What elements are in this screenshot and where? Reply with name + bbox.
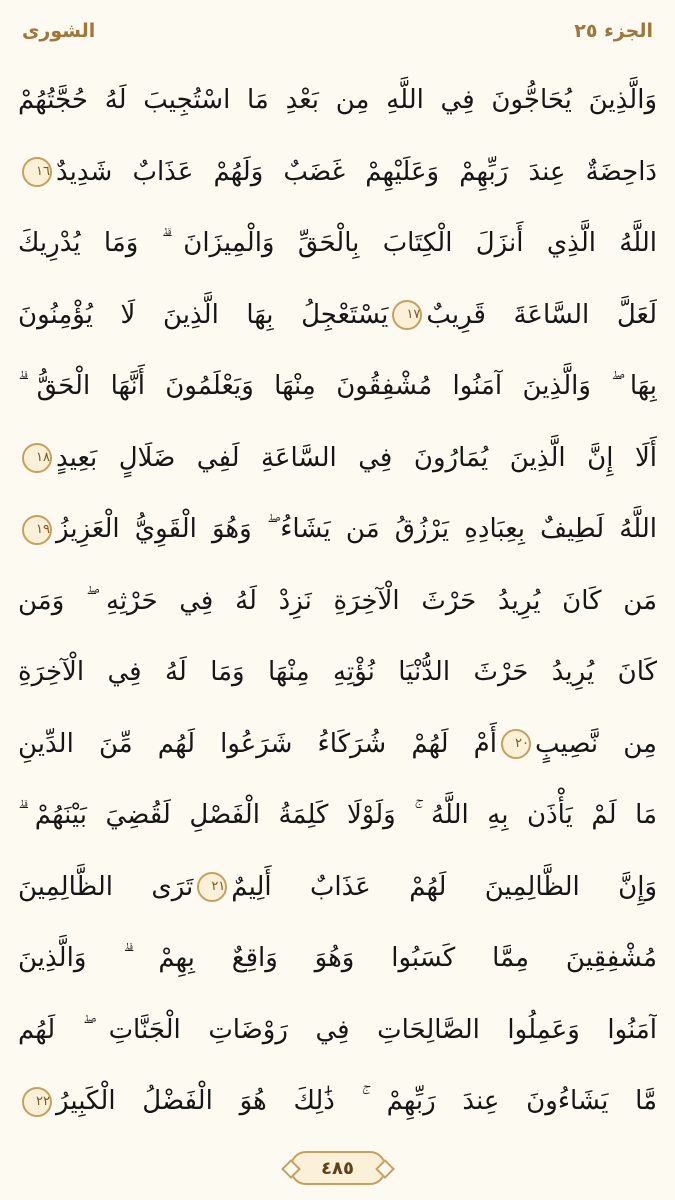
- text-line: [18, 70, 657, 130]
- page-header: [22, 14, 653, 48]
- text-line: [18, 642, 657, 702]
- text-line: [18, 1071, 657, 1131]
- verse-text: مَن كَانَ يُرِيدُ حَرْثَ الْآخِرَةِ نَزِدْ لَهُ فِي حَرْثِهِ ۖ وَمَن: [18, 585, 657, 616]
- text-line: [18, 571, 657, 631]
- juz-label: الجزء ٢٥: [574, 20, 653, 42]
- surah-name: الشورى: [22, 20, 96, 42]
- text-line: [18, 785, 657, 845]
- text-line: [18, 142, 657, 202]
- text-line: [18, 428, 657, 488]
- text-line: [18, 499, 657, 559]
- verse-text: مِن نَّصِيبٍ: [534, 728, 657, 759]
- verse-text: لَعَلَّ السَّاعَةَ قَرِيبٌ: [426, 299, 657, 330]
- verse-text: آمَنُوا وَعَمِلُوا الصَّالِحَاتِ فِي رَوْضَاتِ الْجَنَّاتِ ۖ لَهُم: [18, 1014, 657, 1045]
- verse-text: اللَّهُ لَطِيفٌ بِعِبَادِهِ يَرْزُقُ مَن يَشَاءُ ۖ وَهُوَ الْقَوِيُّ الْعَزِيزُ: [56, 514, 657, 544]
- ayah-number-marker: ١٩: [22, 515, 52, 545]
- text-line: [18, 714, 657, 774]
- verse-text: تَرَى الظَّالِمِينَ: [18, 871, 194, 902]
- text-line: [18, 213, 657, 273]
- ayah-number-marker: ٢١: [197, 872, 227, 902]
- verse-text: بِهَا ۖ وَالَّذِينَ آمَنُوا مُشْفِقُونَ مِنْهَا وَيَعْلَمُونَ أَنَّهَا الْحَقُّ ۗ: [18, 371, 657, 401]
- page-number-badge: [290, 1151, 386, 1185]
- verse-text: وَالَّذِينَ يُحَاجُّونَ فِي اللَّهِ مِن بَعْدِ مَا اسْتُجِيبَ لَهُ حُجَّتُهُمْ: [18, 85, 657, 115]
- verse-text: دَاحِضَةٌ عِندَ رَبِّهِمْ وَعَلَيْهِمْ غَضَبٌ وَلَهُمْ عَذَابٌ شَدِيدٌ: [56, 156, 657, 187]
- ayah-number-marker: ١٦: [22, 157, 52, 187]
- ayah-number-marker: ٢٢: [22, 1087, 52, 1117]
- verse-text: مَّا يَشَاءُونَ عِندَ رَبِّهِمْ ۚ ذَٰلِكَ هُوَ الْفَضْلُ الْكَبِيرُ: [56, 1086, 657, 1116]
- verse-text: يَسْتَعْجِلُ بِهَا الَّذِينَ لَا يُؤْمِنُونَ: [18, 299, 389, 330]
- text-line: [18, 928, 657, 988]
- ayah-number-marker: ١٨: [22, 443, 52, 473]
- text-line: [18, 1000, 657, 1060]
- verse-text: أَلَا إِنَّ الَّذِينَ يُمَارُونَ فِي السَّاعَةِ لَفِي ضَلَالٍ بَعِيدٍ: [56, 442, 657, 473]
- verse-text: مَا لَمْ يَأْذَن بِهِ اللَّهُ ۚ وَلَوْلَا كَلِمَةُ الْفَصْلِ لَقُضِيَ بَيْنَهُمْ ۗ: [18, 800, 657, 830]
- verse-text: مُشْفِقِينَ مِمَّا كَسَبُوا وَهُوَ وَاقِعٌ بِهِمْ ۗ وَالَّذِينَ: [18, 943, 657, 973]
- verse-text: وَإِنَّ الظَّالِمِينَ لَهُمْ عَذَابٌ أَلِيمٌ: [231, 871, 657, 902]
- page-number: ٤٨٥: [321, 1157, 354, 1179]
- text-line: [18, 857, 657, 917]
- page-footer: [0, 1150, 675, 1186]
- verse-text: اللَّهُ الَّذِي أَنزَلَ الْكِتَابَ بِالْحَقِّ وَالْمِيزَانَ ۗ وَمَا يُدْرِيكَ: [18, 228, 657, 258]
- ayah-number-marker: ٢٠: [501, 729, 531, 759]
- text-line: [18, 285, 657, 345]
- text-line: [18, 356, 657, 416]
- verse-text: كَانَ يُرِيدُ حَرْثَ الدُّنْيَا نُؤْتِهِ مِنْهَا وَمَا لَهُ فِي الْآخِرَةِ: [18, 657, 657, 687]
- ayah-number-marker: ١٧: [392, 300, 422, 330]
- verse-text: أَمْ لَهُمْ شُرَكَاءُ شَرَعُوا لَهُم مِّنَ الدِّينِ: [18, 728, 497, 759]
